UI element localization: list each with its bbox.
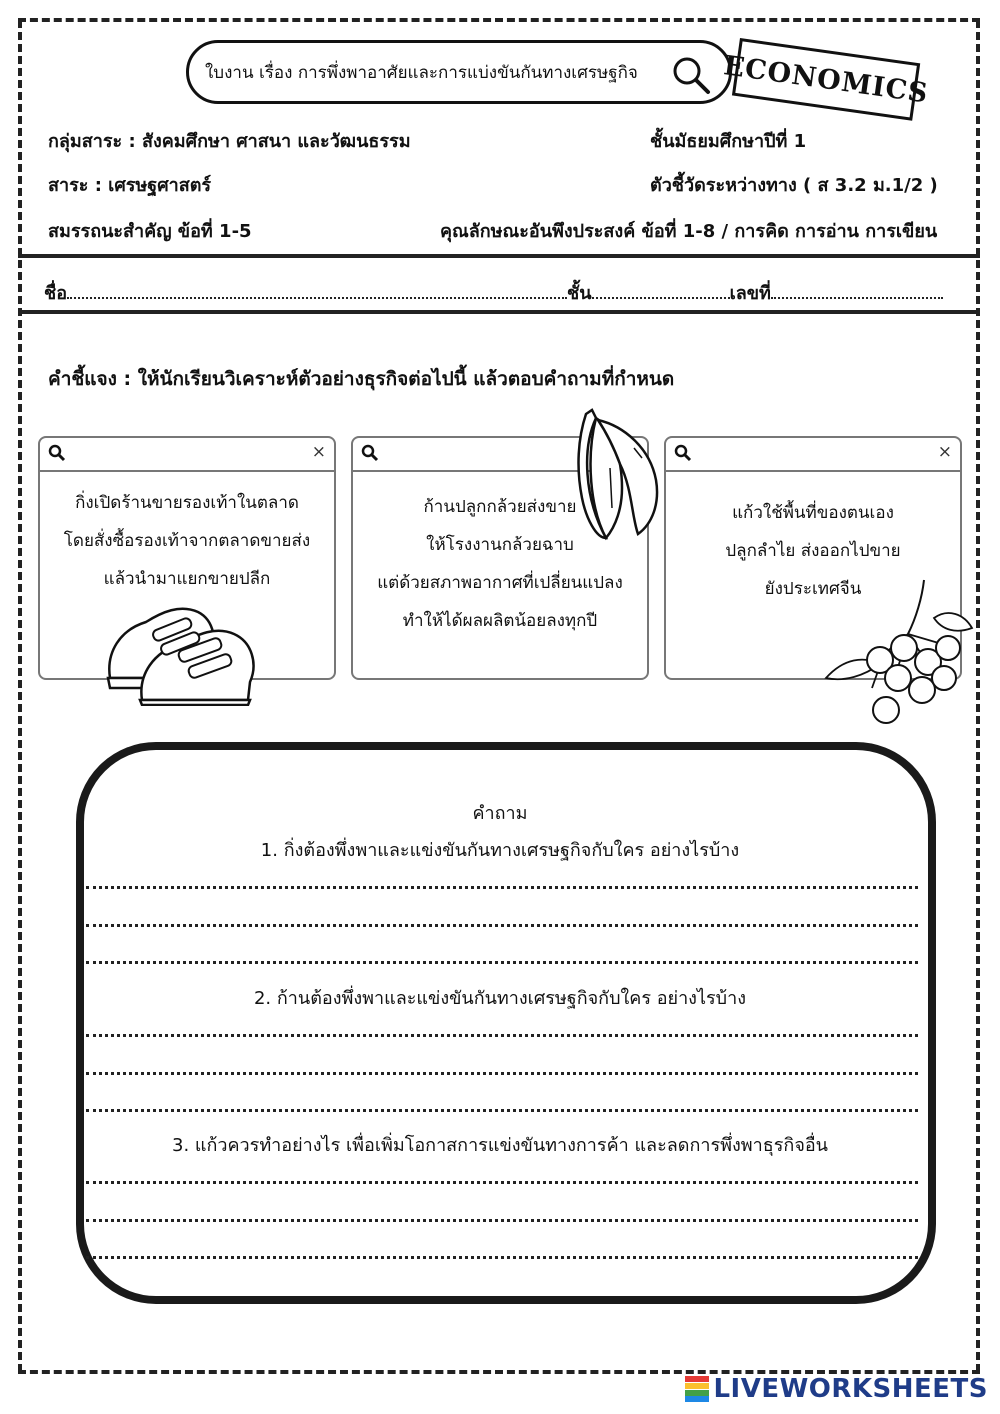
sneaker-illustration — [102, 582, 268, 706]
card-3-line-1: แก้วใช้พื้นที่ของตนเอง — [732, 503, 894, 523]
frame-left-border — [18, 20, 22, 1372]
card-2-line-3: แต่ด้วยสภาพอากาศที่เปลี่ยนแปลง — [377, 573, 623, 593]
card-2-line-2: ให้โรงงานกล้วยฉาบ — [426, 535, 574, 555]
frame-top-border — [18, 18, 980, 22]
divider-bottom — [18, 310, 980, 314]
card-search-bar — [40, 438, 334, 472]
subject-group: กลุ่มสาระ : สังคมศึกษา ศาสนา และวัฒนธรรม — [48, 131, 411, 152]
strand: สาระ : เศรษฐศาสตร์ — [48, 175, 212, 196]
search-icon — [361, 444, 379, 462]
longan-illustration — [824, 578, 974, 728]
footer-brand: LIVEWORKSHEETS — [713, 1374, 988, 1404]
class-label: ชั้น — [567, 283, 592, 304]
number-label: เลขที่ — [729, 283, 771, 304]
grade-level: ชั้นมัธยมศึกษาปีที่ 1 — [650, 131, 807, 152]
search-icon — [674, 444, 692, 462]
liveworksheets-logo-icon — [685, 1376, 709, 1402]
answer-line[interactable] — [86, 1072, 918, 1075]
card-3-line-2: ปลูกลำไย ส่งออกไปขาย — [725, 541, 901, 561]
number-field[interactable] — [771, 283, 943, 299]
student-info-row — [44, 278, 943, 307]
answer-line[interactable] — [86, 1181, 918, 1184]
card-search-bar — [666, 438, 960, 472]
question-2: 2. ก้านต้องพึ่งพาและแข่งขันกันทางเศรษฐกิจกับใคร อย่างไรบ้าง — [253, 988, 747, 1009]
class-field[interactable] — [592, 283, 730, 299]
indicator: ตัวชี้วัดระหว่างทาง ( ส 3.2 ม.1/2 ) — [650, 175, 938, 196]
card-1-text — [40, 484, 334, 598]
card-2-line-4: ทำให้ได้ผลผลิตน้อยลงทุกปี — [402, 611, 598, 631]
answer-line[interactable] — [86, 1219, 918, 1222]
answer-line[interactable] — [86, 1034, 918, 1037]
answer-line[interactable] — [86, 1109, 918, 1112]
answer-line[interactable] — [86, 886, 918, 889]
worksheet-title: ใบงาน เรื่อง การพึ่งพาอาศัยและการแบ่งขันกันทางเศรษฐกิจ — [205, 62, 638, 83]
name-field[interactable] — [67, 283, 567, 299]
economics-badge: ECONOMICS — [732, 38, 920, 121]
card-1-line-2: โดยสั่งซื้อรองเท้าจากตลาดขายส่ง — [63, 531, 311, 551]
search-icon — [48, 444, 66, 462]
name-label: ชื่อ — [44, 283, 68, 304]
card-1-line-3: แล้วนำมาแยกขายปลีก — [103, 569, 271, 589]
close-icon[interactable]: × — [937, 442, 952, 462]
answer-line[interactable] — [86, 1256, 918, 1259]
title-pill — [186, 40, 732, 104]
desired-characteristics: คุณลักษณะอันพึงประสงค์ ข้อที่ 1-8 / การคิด การอ่าน การเขียน — [440, 221, 938, 242]
liveworksheets-footer — [685, 1374, 988, 1404]
questions-heading: คำถาม — [472, 803, 528, 824]
question-3: 3. แก้วควรทำอย่างไร เพื่อเพิ่มโอกาสการแข่งขันทางการค้า และลดการพึ่งพาธุรกิจอื่น — [172, 1135, 828, 1156]
answer-line[interactable] — [86, 961, 918, 964]
frame-right-border — [976, 20, 980, 1372]
instruction: คำชี้แจง : ให้นักเรียนวิเคราะห์ตัวอย่างธุรกิจต่อไปนี้ แล้วตอบคำถามที่กำหนด — [48, 368, 675, 390]
answer-line[interactable] — [86, 924, 918, 927]
card-3-line-3: ยังประเทศจีน — [764, 579, 862, 599]
question-1: 1. กิ่งต้องพึ่งพาและแข่งขันกันทางเศรษฐกิจกับใคร อย่างไรบ้าง — [260, 840, 740, 861]
card-1-line-1: กิ่งเปิดร้านขายรองเท้าในตลาด — [75, 493, 299, 513]
close-icon[interactable]: × — [311, 442, 326, 462]
magnifier-icon — [671, 55, 711, 95]
key-competency: สมรรถนะสำคัญ ข้อที่ 1-5 — [48, 221, 252, 242]
card-2-line-1: ก้านปลูกกล้วยส่งขาย — [423, 497, 577, 517]
banana-illustration — [576, 408, 660, 544]
divider-top — [18, 254, 980, 258]
